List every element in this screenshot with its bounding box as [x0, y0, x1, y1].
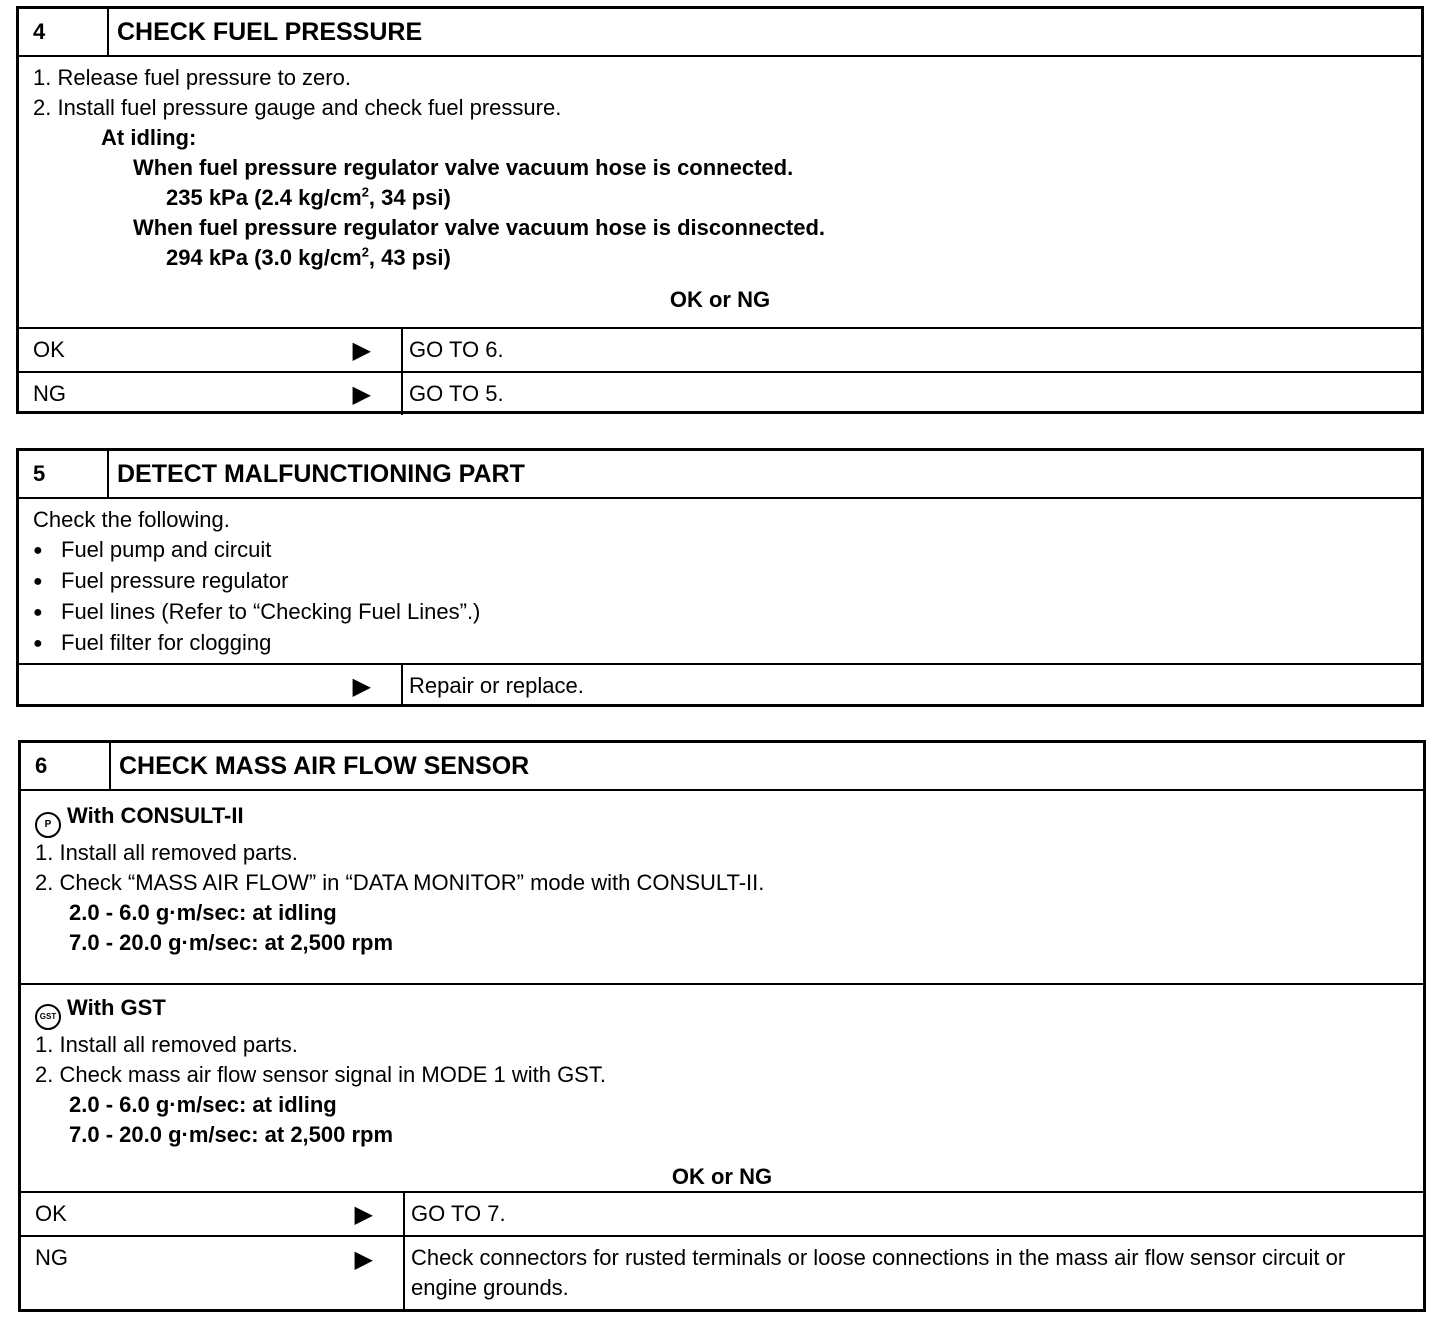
list-item: ● Fuel lines (Refer to “Checking Fuel Lines”.): [33, 597, 1407, 628]
step-6-header: [21, 743, 1423, 791]
intro-line: Check the following.: [33, 507, 230, 532]
instruction-line: 2. Check “MASS AIR FLOW” in “DATA MONITOR” mode with CONSULT-II.: [35, 870, 765, 895]
result-label: OK: [33, 337, 65, 362]
gst-section: [21, 983, 1423, 1191]
spec-value: 294 kPa (3.0 $kg/cm^2$, 43 psi): [166, 244, 451, 270]
result-row-ok: [19, 327, 1421, 371]
step-number: 6: [21, 743, 111, 789]
gst-icon: GST: [35, 1004, 61, 1030]
instruction-line: 2. Install fuel pressure gauge and check fuel pressure.: [33, 95, 562, 120]
step-4-box: [16, 6, 1424, 414]
result-action: GO TO 5.: [409, 381, 504, 406]
spec-value: 7.0 - 20.0 g·m/sec: at 2,500 rpm: [69, 930, 394, 955]
step-number: 4: [19, 9, 109, 55]
instruction-line: 1. Install all removed parts.: [35, 1032, 298, 1057]
consult-section: [21, 791, 1423, 983]
result-action: GO TO 6.: [409, 337, 504, 362]
step-title: CHECK FUEL PRESSURE: [117, 17, 423, 46]
condition-line: When fuel pressure regulator valve vacuum hose is disconnected.: [133, 215, 825, 240]
step-5-box: [16, 448, 1424, 707]
instruction-line: 1. Release fuel pressure to zero.: [33, 65, 351, 90]
step-6-box: [18, 740, 1426, 1312]
arrow-right-icon: ▶: [352, 380, 371, 408]
result-label: NG: [33, 381, 66, 406]
spec-value: 2.0 - 6.0 g·m/sec: at idling: [69, 1092, 337, 1117]
list-item: ● Fuel pump and circuit: [33, 535, 1407, 566]
instruction-line: 1. Install all removed parts.: [35, 840, 298, 865]
condition-label: At idling:: [101, 125, 197, 150]
list-item: ● Fuel filter for clogging: [33, 628, 1407, 659]
ok-or-ng-label: OK or NG: [671, 1164, 773, 1189]
step-5-header: [19, 451, 1421, 499]
step-title: CHECK MASS AIR FLOW SENSOR: [119, 751, 530, 780]
consult-heading: P With CONSULT-II: [35, 801, 1409, 838]
result-row-ng: [19, 371, 1421, 415]
arrow-right-icon: ▶: [352, 336, 371, 364]
arrow-right-icon: ▶: [354, 1200, 373, 1228]
instruction-line: 2. Check mass air flow sensor signal in MODE 1 with GST.: [35, 1062, 606, 1087]
condition-line: When fuel pressure regulator valve vacuum hose is connected.: [133, 155, 794, 180]
result-row: [19, 663, 1421, 707]
step-title: DETECT MALFUNCTIONING PART: [117, 459, 525, 488]
spec-value: 7.0 - 20.0 g·m/sec: at 2,500 rpm: [69, 1122, 394, 1147]
gst-heading: GST With GST: [35, 993, 1409, 1030]
result-label: NG: [35, 1245, 68, 1270]
spec-value: 2.0 - 6.0 g·m/sec: at idling: [69, 900, 337, 925]
result-action: Check connectors for rusted terminals or loose connections in the mass air flow sensor circuit or engine grounds.: [411, 1245, 1346, 1300]
consult-ii-icon: P: [35, 812, 61, 838]
arrow-right-icon: ▶: [352, 672, 371, 700]
result-row-ok: [21, 1191, 1423, 1235]
result-label: OK: [35, 1201, 67, 1226]
result-row-ng: [21, 1235, 1423, 1309]
spec-value: 235 kPa (2.4 $kg/cm^2$, 34 psi): [166, 184, 451, 210]
arrow-right-icon: ▶: [354, 1246, 373, 1273]
step-4-body: [19, 57, 1421, 327]
result-action: Repair or replace.: [409, 673, 584, 698]
result-action: GO TO 7.: [411, 1201, 506, 1226]
ok-or-ng-label: OK or NG: [669, 287, 771, 312]
step-5-body: [19, 499, 1421, 663]
list-item: ● Fuel pressure regulator: [33, 566, 1407, 597]
step-4-header: [19, 9, 1421, 57]
step-number: 5: [19, 451, 109, 497]
